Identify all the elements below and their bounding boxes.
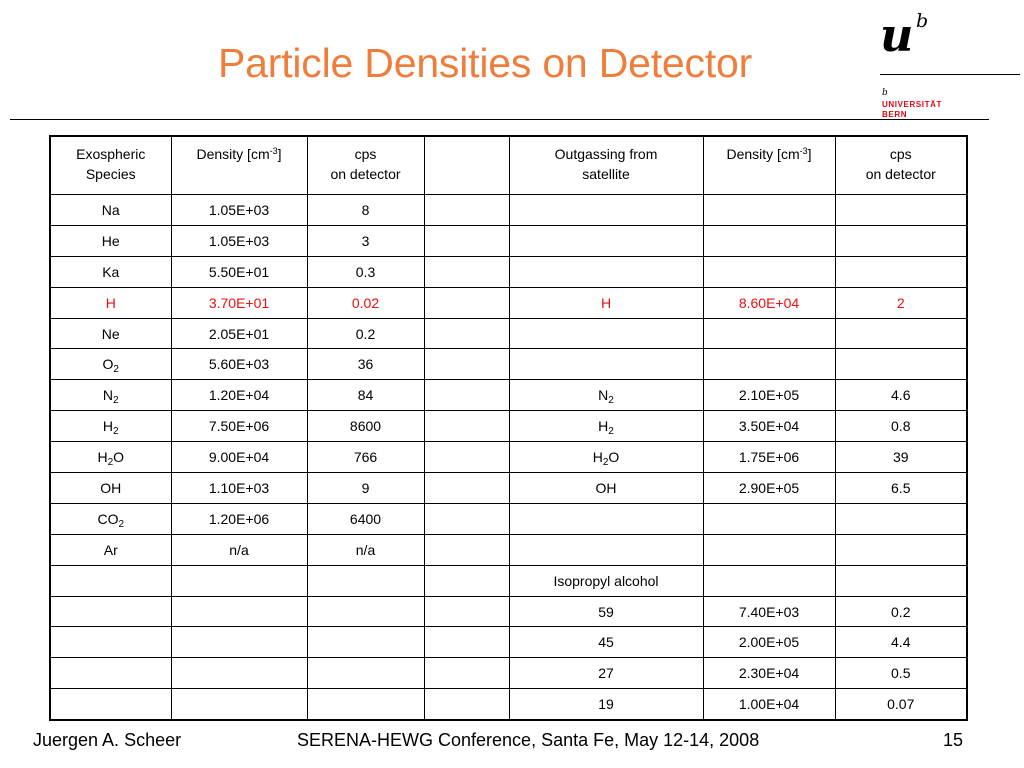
cell-text: 6400 xyxy=(349,510,382,527)
cell-outgassing-cps xyxy=(835,627,967,658)
header-text: Outgassing from xyxy=(554,146,658,162)
cell-outgassing-density xyxy=(703,565,835,596)
cell-exospheric-species xyxy=(50,627,171,658)
cell-exospheric-density xyxy=(171,256,307,287)
logo-text-bern: BERN xyxy=(882,110,908,119)
cell-text: 0.5 xyxy=(891,665,911,682)
cell-exospheric-density xyxy=(171,627,307,658)
header-text: Density [cm xyxy=(196,146,270,162)
cell-exospheric-species xyxy=(50,596,171,627)
header-blank xyxy=(424,136,509,195)
cell-blank xyxy=(424,565,509,596)
cell-exospheric-species xyxy=(50,658,171,689)
cell-outgassing-species xyxy=(509,503,703,534)
cell-exospheric-density xyxy=(171,349,307,380)
cell-outgassing-density xyxy=(703,256,835,287)
header-sup: -3 xyxy=(799,146,808,156)
table-row xyxy=(50,565,967,596)
cell-blank xyxy=(424,349,509,380)
cell-outgassing-species xyxy=(509,195,703,226)
header-cps-right xyxy=(835,136,967,195)
cell-text: 36 xyxy=(357,356,374,373)
cell-text: 2.90E+05 xyxy=(738,479,800,496)
cell-blank xyxy=(424,380,509,411)
footer-page-number: 15 xyxy=(943,730,964,750)
cell-exospheric-density xyxy=(171,689,307,720)
cell-exospheric-density xyxy=(171,473,307,504)
cell-outgassing-density xyxy=(703,442,835,473)
cell-text: OH xyxy=(595,479,617,496)
cell-text: 0.02 xyxy=(351,294,380,311)
cell-outgassing-density xyxy=(703,225,835,256)
cell-exospheric-cps xyxy=(307,627,424,658)
table-row xyxy=(50,689,967,720)
table-row xyxy=(50,503,967,534)
table-row xyxy=(50,658,967,689)
cell-text: CO xyxy=(97,510,119,527)
logo-rule-top xyxy=(880,74,1020,75)
header-sup: -3 xyxy=(269,146,278,156)
cell-exospheric-species xyxy=(50,195,171,226)
cell-text: H xyxy=(592,449,603,466)
cell-text: Isopropyl alcohol xyxy=(553,572,659,589)
cell-text: H xyxy=(97,449,108,466)
cell-text: 4.4 xyxy=(891,634,911,651)
cell-exospheric-species xyxy=(50,256,171,287)
cell-exospheric-cps xyxy=(307,195,424,226)
cell-outgassing-cps xyxy=(835,349,967,380)
cell-blank xyxy=(424,596,509,627)
cell-blank xyxy=(424,534,509,565)
cell-text: 4.6 xyxy=(891,387,911,404)
table-row xyxy=(50,318,967,349)
header-text: cps xyxy=(889,146,912,162)
cell-outgassing-density xyxy=(703,473,835,504)
cell-outgassing-density xyxy=(703,411,835,442)
table-row xyxy=(50,596,967,627)
header-exospheric-species xyxy=(50,136,171,195)
cell-outgassing-species xyxy=(509,627,703,658)
cell-text: 59 xyxy=(598,603,614,620)
cell-text: 0.2 xyxy=(891,603,911,620)
cell-exospheric-density xyxy=(171,318,307,349)
cell-text: Ka xyxy=(102,263,120,280)
cell-outgassing-species xyxy=(509,534,703,565)
table-row xyxy=(50,442,967,473)
cell-text: 1.05E+03 xyxy=(208,201,270,218)
cell-outgassing-density xyxy=(703,627,835,658)
cell-exospheric-species xyxy=(50,565,171,596)
cell-subscript: 2 xyxy=(608,395,614,407)
cell-text: 7.40E+03 xyxy=(738,603,800,620)
header-text: cps xyxy=(354,146,377,162)
cell-text: 19 xyxy=(598,696,614,713)
cell-text: 7.50E+06 xyxy=(208,418,270,435)
cell-outgassing-cps xyxy=(835,658,967,689)
cell-outgassing-cps xyxy=(835,411,967,442)
cell-outgassing-cps xyxy=(835,534,967,565)
cell-text: 1.10E+03 xyxy=(208,479,270,496)
logo-mark xyxy=(880,8,1015,68)
cell-outgassing-cps xyxy=(835,380,967,411)
cell-exospheric-species xyxy=(50,473,171,504)
cell-blank xyxy=(424,318,509,349)
cell-exospheric-cps xyxy=(307,689,424,720)
cell-text: 0.2 xyxy=(355,325,376,342)
cell-text: Ar xyxy=(103,541,118,558)
cell-text: N xyxy=(102,387,114,404)
cell-blank xyxy=(424,627,509,658)
cell-outgassing-species xyxy=(509,473,703,504)
cell-outgassing-cps xyxy=(835,442,967,473)
cell-exospheric-species xyxy=(50,534,171,565)
cell-outgassing-density xyxy=(703,658,835,689)
cell-exospheric-cps xyxy=(307,442,424,473)
header-text: Exospheric xyxy=(76,146,146,162)
cell-text: 8.60E+04 xyxy=(738,294,800,311)
cell-text: 2.00E+05 xyxy=(738,634,800,651)
cell-text: H xyxy=(600,294,612,311)
slide-title: Particle Densities on Detector xyxy=(218,40,753,86)
cell-text: 1.75E+06 xyxy=(738,449,800,466)
cell-text: 0.8 xyxy=(891,418,911,435)
table-header-row xyxy=(50,136,967,195)
cell-text: 9.00E+04 xyxy=(208,449,270,466)
cell-outgassing-species xyxy=(509,287,703,318)
header-density-left xyxy=(171,136,307,195)
cell-outgassing-cps xyxy=(835,256,967,287)
cell-text: 8600 xyxy=(349,418,382,435)
cell-outgassing-species xyxy=(509,596,703,627)
cell-text: O xyxy=(102,356,114,373)
cell-exospheric-cps xyxy=(307,349,424,380)
cell-exospheric-density xyxy=(171,411,307,442)
cell-subscript: 2 xyxy=(602,457,609,469)
cell-blank xyxy=(424,256,509,287)
cell-outgassing-density xyxy=(703,689,835,720)
cell-outgassing-species xyxy=(509,318,703,349)
cell-exospheric-cps xyxy=(307,380,424,411)
cell-text: 3.50E+04 xyxy=(738,418,800,435)
cell-exospheric-cps xyxy=(307,225,424,256)
table-row xyxy=(50,380,967,411)
cell-exospheric-cps xyxy=(307,596,424,627)
cell-outgassing-cps xyxy=(835,689,967,720)
table-row xyxy=(50,287,967,318)
table-row xyxy=(50,411,967,442)
header-text: ] xyxy=(807,146,812,162)
cell-text: H xyxy=(102,418,114,435)
cell-blank xyxy=(424,195,509,226)
cell-outgassing-cps xyxy=(835,503,967,534)
cell-outgassing-density xyxy=(703,596,835,627)
header-outgassing-species xyxy=(509,136,703,195)
header-text: Density [cm xyxy=(726,146,800,162)
cell-text: He xyxy=(101,232,120,249)
cell-text: 5.50E+01 xyxy=(208,263,270,280)
header-text: Species xyxy=(85,166,136,182)
header-density-right xyxy=(703,136,835,195)
cell-exospheric-density xyxy=(171,565,307,596)
logo-small-b: b xyxy=(882,88,888,98)
cell-text: n/a xyxy=(355,541,376,558)
cell-text: 6.5 xyxy=(891,479,911,496)
footer-conference: SERENA-HEWG Conference, Santa Fe, May 12-14, 2008 xyxy=(297,730,760,750)
cell-text: 1.05E+03 xyxy=(208,232,270,249)
cell-outgassing-cps xyxy=(835,318,967,349)
cell-exospheric-cps xyxy=(307,287,424,318)
cell-outgassing-density xyxy=(703,534,835,565)
cell-subscript: 2 xyxy=(113,426,119,438)
cell-blank xyxy=(424,411,509,442)
table-row xyxy=(50,473,967,504)
cell-exospheric-density xyxy=(171,225,307,256)
particle-density-table xyxy=(49,135,968,721)
cell-exospheric-cps xyxy=(307,318,424,349)
cell-blank xyxy=(424,442,509,473)
cell-text: Ne xyxy=(101,325,120,342)
cell-exospheric-density xyxy=(171,287,307,318)
cell-blank xyxy=(424,225,509,256)
cell-text: H xyxy=(598,418,609,435)
cell-text: 5.60E+03 xyxy=(208,356,270,373)
cell-outgassing-cps xyxy=(835,195,967,226)
header-text: on detector xyxy=(330,166,401,182)
cell-text: 2.05E+01 xyxy=(208,325,270,342)
header-text: ] xyxy=(277,146,282,162)
cell-outgassing-density xyxy=(703,380,835,411)
cell-outgassing-density xyxy=(703,318,835,349)
logo-u: u xyxy=(880,8,914,62)
cell-exospheric-cps xyxy=(307,503,424,534)
cell-text: 0.07 xyxy=(887,696,915,713)
cell-outgassing-species xyxy=(509,689,703,720)
cell-text: H xyxy=(105,294,116,311)
cell-exospheric-species xyxy=(50,380,171,411)
cell-text-tail: O xyxy=(113,449,125,466)
cell-exospheric-species xyxy=(50,689,171,720)
cell-text: 1.20E+04 xyxy=(208,387,270,404)
cell-text: 2.10E+05 xyxy=(738,387,800,404)
cell-text: 0.3 xyxy=(355,263,376,280)
cell-outgassing-cps xyxy=(835,287,967,318)
cell-text: 2.30E+04 xyxy=(738,665,800,682)
cell-outgassing-density xyxy=(703,503,835,534)
cell-text: 766 xyxy=(353,449,378,466)
cell-exospheric-cps xyxy=(307,473,424,504)
university-logo xyxy=(880,8,1015,119)
cell-blank xyxy=(424,473,509,504)
cell-outgassing-density xyxy=(703,195,835,226)
cell-blank xyxy=(424,287,509,318)
cell-exospheric-cps xyxy=(307,658,424,689)
cell-exospheric-species xyxy=(50,503,171,534)
cell-exospheric-species xyxy=(50,318,171,349)
cell-text: 9 xyxy=(361,479,370,496)
cell-exospheric-density xyxy=(171,503,307,534)
cell-exospheric-cps xyxy=(307,565,424,596)
cell-exospheric-species xyxy=(50,225,171,256)
cell-exospheric-density xyxy=(171,658,307,689)
header-text: on detector xyxy=(865,166,936,182)
cell-outgassing-species xyxy=(509,225,703,256)
cell-outgassing-density xyxy=(703,287,835,318)
cell-exospheric-density xyxy=(171,442,307,473)
cell-outgassing-cps xyxy=(835,473,967,504)
cell-text: 27 xyxy=(598,665,614,682)
cell-outgassing-species xyxy=(509,442,703,473)
cell-exospheric-cps xyxy=(307,256,424,287)
cell-exospheric-density xyxy=(171,596,307,627)
cell-text-tail: O xyxy=(608,449,620,466)
cell-outgassing-cps xyxy=(835,225,967,256)
cell-blank xyxy=(424,689,509,720)
title-divider xyxy=(10,119,989,120)
cell-outgassing-species xyxy=(509,411,703,442)
cell-exospheric-species xyxy=(50,411,171,442)
cell-text: 2 xyxy=(896,294,905,311)
logo-text-universitat: UNIVERSITÄT xyxy=(882,100,942,109)
cell-exospheric-species xyxy=(50,442,171,473)
header-cps-left xyxy=(307,136,424,195)
cell-text: Na xyxy=(101,201,120,218)
cell-text: 1.20E+06 xyxy=(208,510,270,527)
cell-blank xyxy=(424,503,509,534)
cell-text: 1.00E+04 xyxy=(738,696,800,713)
cell-outgassing-species xyxy=(509,565,703,596)
cell-exospheric-density xyxy=(171,380,307,411)
cell-text: OH xyxy=(100,479,122,496)
footer-author: Juergen A. Scheer xyxy=(33,730,182,750)
cell-subscript: 2 xyxy=(113,395,119,407)
cell-blank xyxy=(424,658,509,689)
cell-text: 3.70E+01 xyxy=(208,294,270,311)
cell-outgassing-species xyxy=(509,658,703,689)
table-row xyxy=(50,349,967,380)
cell-outgassing-species xyxy=(509,349,703,380)
table-row xyxy=(50,534,967,565)
table-row xyxy=(50,225,967,256)
cell-text: 3 xyxy=(361,232,370,249)
cell-exospheric-species xyxy=(50,349,171,380)
table-row xyxy=(50,627,967,658)
cell-text: 45 xyxy=(598,634,614,651)
cell-exospheric-species xyxy=(50,287,171,318)
cell-text: 39 xyxy=(892,449,909,466)
cell-outgassing-cps xyxy=(835,565,967,596)
cell-outgassing-density xyxy=(703,349,835,380)
cell-exospheric-cps xyxy=(307,534,424,565)
cell-exospheric-density xyxy=(171,534,307,565)
cell-outgassing-species xyxy=(509,256,703,287)
cell-subscript: 2 xyxy=(107,457,114,469)
cell-subscript: 2 xyxy=(118,518,125,530)
cell-exospheric-density xyxy=(171,195,307,226)
cell-text: 8 xyxy=(361,201,370,218)
cell-outgassing-species xyxy=(509,380,703,411)
logo-b: b xyxy=(916,10,929,32)
cell-exospheric-cps xyxy=(307,411,424,442)
table-row xyxy=(50,256,967,287)
cell-text: 84 xyxy=(357,387,374,404)
cell-subscript: 2 xyxy=(113,364,119,376)
header-text: satellite xyxy=(582,166,630,182)
cell-outgassing-cps xyxy=(835,596,967,627)
cell-subscript: 2 xyxy=(608,426,614,438)
cell-text: N xyxy=(598,387,609,404)
cell-text: n/a xyxy=(229,541,249,558)
table-row xyxy=(50,195,967,226)
